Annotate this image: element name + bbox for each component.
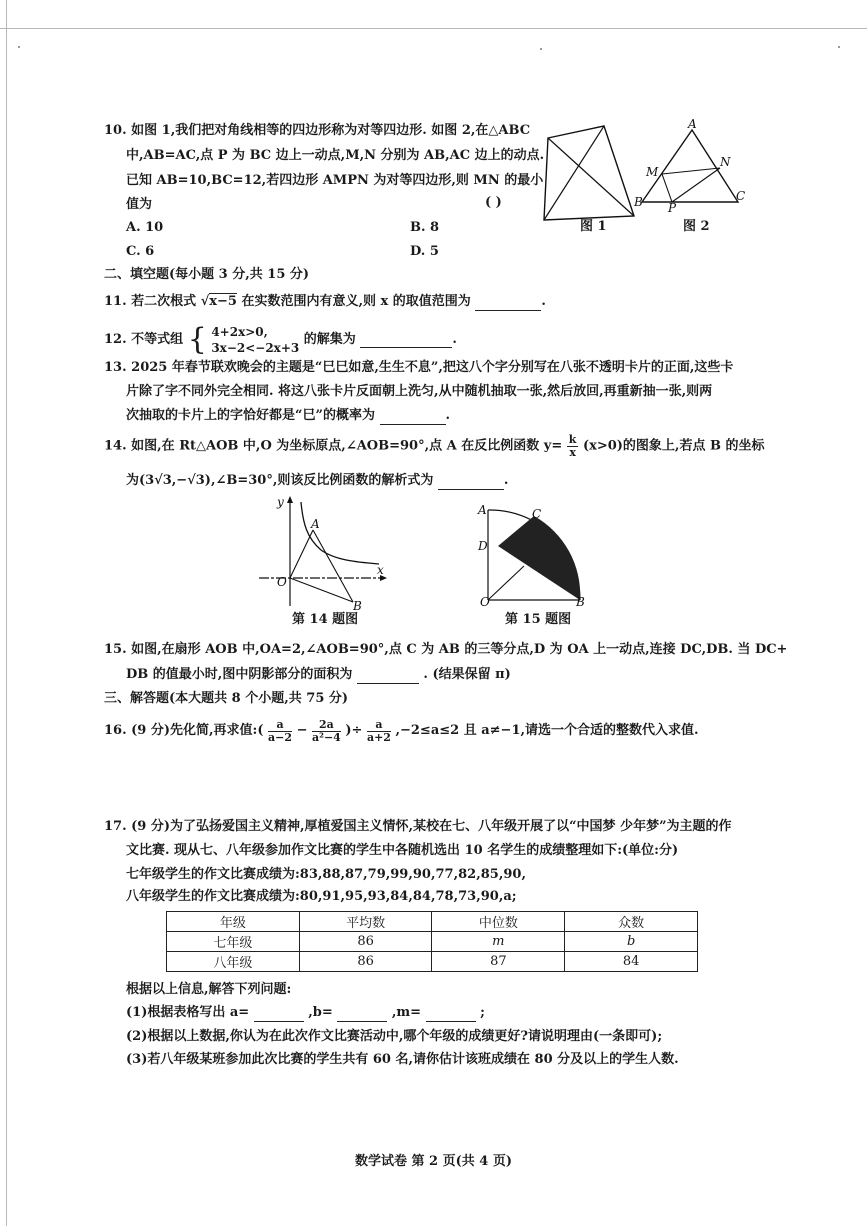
y-axis-arrow bbox=[287, 496, 293, 503]
segment-mp bbox=[662, 174, 672, 202]
scan-dot bbox=[18, 46, 20, 48]
label-d: D bbox=[478, 539, 488, 553]
q16-fraction-2 bbox=[312, 719, 341, 744]
q15-line-1: 15. 如图,在扇形 AOB 中,OA=2,∠AOB=90°,点 C 为 AB 的三等分点,D 为 OA 上一动点,连接 DC,DB. 当 DC+ bbox=[104, 642, 788, 657]
q17-line-3: 七年级学生的作文比赛成绩为:83,88,87,79,99,90,77,82,85,90, bbox=[126, 867, 526, 882]
table-header: 中位数 bbox=[432, 912, 565, 932]
segment-oa bbox=[290, 530, 313, 578]
q17-sub-1-b: ,b= bbox=[308, 1005, 333, 1020]
q10-option-b: B. 8 bbox=[410, 220, 440, 235]
q15-answer-blank[interactable] bbox=[357, 669, 419, 684]
q13-answer-blank[interactable] bbox=[380, 410, 446, 425]
q15-figure bbox=[476, 502, 594, 608]
table-row bbox=[167, 952, 698, 972]
segment-od bbox=[488, 566, 524, 600]
diagonal-line bbox=[544, 126, 604, 220]
table-header: 平均数 bbox=[299, 912, 432, 932]
q10-answer-paren: ( ) bbox=[485, 195, 502, 210]
table-header: 年级 bbox=[167, 912, 300, 932]
q17-score-table bbox=[166, 911, 698, 972]
q11-prefix: 11. 若二次根式 bbox=[104, 294, 197, 309]
q10-figure-2-caption: 图 2 bbox=[683, 219, 710, 234]
q14-line-2-text: 为(3√3,−√3),∠B=30°,则该反比例函数的解析式为 bbox=[126, 473, 434, 488]
q14-fraction-denominator: x bbox=[569, 446, 576, 459]
table-cell: m bbox=[432, 932, 565, 952]
q16-fraction-2-numerator: 2a bbox=[312, 719, 341, 732]
table-cell: b bbox=[565, 932, 698, 952]
q16-fraction-2-denominator: a²−4 bbox=[312, 730, 341, 744]
q17-answer-blank-b[interactable] bbox=[337, 1007, 387, 1022]
segment-pn bbox=[672, 168, 720, 202]
q15-line-2-a: DB 的值最小时,图中阴影部分的面积为 bbox=[126, 667, 353, 682]
q16-fraction-3 bbox=[367, 719, 391, 744]
q12-suffix: 的解集为 bbox=[303, 332, 356, 347]
q16-close: )÷ bbox=[345, 723, 363, 738]
q10-line-2: 中,AB=AC,点 P 为 BC 边上一动点,M,N 分别为 AB,AC 边上的动点. bbox=[126, 148, 545, 163]
label-a: A bbox=[688, 118, 697, 131]
scan-dot bbox=[540, 48, 542, 50]
label-o: O bbox=[480, 595, 490, 608]
table-cell: 八年级 bbox=[167, 952, 300, 972]
segment-mn bbox=[662, 168, 720, 174]
q13-line-3: 次抽取的卡片上的字恰好都是“巳”的概率为 . bbox=[126, 408, 451, 423]
label-a: A bbox=[311, 517, 320, 531]
shaded-region bbox=[498, 516, 580, 600]
label-n: N bbox=[720, 155, 731, 169]
q16-suffix: ,−2≤a≤2 且 a≠−1,请选一个合适的整数代入求值. bbox=[395, 723, 699, 738]
q11-suffix: 在实数范围内有意义,则 x 的取值范围为 bbox=[241, 294, 471, 309]
label-b: B bbox=[353, 599, 362, 612]
q10-figure-2 bbox=[632, 118, 750, 212]
q12-brace: { bbox=[187, 322, 207, 357]
segment-ob bbox=[290, 578, 353, 602]
q14-figure bbox=[255, 494, 390, 612]
q11-radicand: x−5 bbox=[209, 294, 237, 309]
q17-sub-1 bbox=[126, 1004, 485, 1022]
q17-line-4: 八年级学生的作文比赛成绩为:80,91,95,93,84,84,78,73,90,a; bbox=[126, 889, 517, 904]
q16-fraction-1-denominator: a−2 bbox=[268, 730, 293, 744]
q16-prefix: 16. (9 分)先化简,再求值:( bbox=[104, 723, 264, 738]
q17-intro: 根据以上信息,解答下列问题: bbox=[126, 982, 292, 997]
q13-line-1: 13. 2025 年春节联欢晚会的主题是“巳巳如意,生生不息”,把这八个字分别写在八张不透明卡片的正面,这些卡 bbox=[104, 360, 734, 375]
q15-line-2 bbox=[126, 666, 511, 684]
q12-inequality-2: 3x−2<−2x+3 bbox=[211, 341, 300, 355]
q12-answer-blank[interactable] bbox=[360, 333, 452, 348]
hyperbola-curve bbox=[301, 502, 379, 564]
q12-system bbox=[211, 324, 299, 356]
q16-fraction-3-denominator: a+2 bbox=[366, 730, 391, 744]
q10-option-c: C. 6 bbox=[126, 244, 155, 259]
q11-radical: √x−5 bbox=[200, 294, 237, 309]
q17-line-1: 17. (9 分)为了弘扬爱国主义精神,厚植爱国主义情怀,某校在七、八年级开展了以“中国梦 少年梦”为主题的作 bbox=[104, 819, 732, 834]
table-header: 众数 bbox=[565, 912, 698, 932]
q11-line: 11. 若二次根式 √x−5 在实数范围内有意义,则 x 的取值范围为 . bbox=[104, 294, 546, 309]
q15-line-2-b: . (结果保留 π) bbox=[423, 667, 511, 682]
q17-sub-1-m: ,m= bbox=[391, 1005, 422, 1020]
q17-sub-3: (3)若八年级某班参加此次比赛的学生共有 60 名,请你估计该班成绩在 80 分及以上的学生人数. bbox=[126, 1052, 679, 1067]
q17-sub-1-end: ; bbox=[480, 1005, 485, 1020]
q17-answer-blank-a[interactable] bbox=[254, 1007, 304, 1022]
quadrilateral-shape bbox=[544, 126, 634, 220]
frame-left-line bbox=[6, 0, 7, 1226]
section-3-title: 三、解答题(本大题共 8 个小题,共 75 分) bbox=[104, 691, 349, 706]
q10-figure-1-caption: 图 1 bbox=[580, 219, 607, 234]
q17-sub-1-text: (1)根据表格写出 a= bbox=[126, 1005, 250, 1020]
label-p: P bbox=[668, 201, 677, 212]
segment-ab bbox=[313, 530, 353, 602]
table-header-row bbox=[167, 912, 698, 932]
label-a: A bbox=[478, 503, 487, 517]
q14-line-1-a: 14. 如图,在 Rt△AOB 中,O 为坐标原点,∠AOB=90°,点 A 在反比例函数 y= bbox=[104, 438, 563, 454]
q14-line-1-b: (x>0)的图象上,若点 B 的坐标 bbox=[582, 438, 765, 454]
q14-line-2: 为(3√3,−√3),∠B=30°,则该反比例函数的解析式为 . bbox=[126, 473, 509, 488]
q13-line-2: 片除了字不同外完全相同. 将这八张卡片反面朝上洗匀,从中随机抽取一张,然后放回,再重新抽一张,则两 bbox=[126, 384, 713, 399]
frame-top-line bbox=[0, 28, 867, 29]
label-m: M bbox=[646, 165, 659, 179]
label-b: B bbox=[634, 195, 643, 209]
q10-option-a: A. 10 bbox=[126, 220, 164, 235]
table-cell: 84 bbox=[565, 952, 698, 972]
q16-fraction-1-numerator: a bbox=[268, 719, 292, 732]
q13-line-3-text: 次抽取的卡片上的字恰好都是“巳”的概率为 bbox=[126, 408, 375, 423]
table-cell: 86 bbox=[299, 932, 432, 952]
q14-figure-caption: 第 14 题图 bbox=[292, 612, 359, 627]
table-cell: 七年级 bbox=[167, 932, 300, 952]
label-c: C bbox=[736, 189, 746, 203]
q14-fraction bbox=[567, 434, 579, 459]
scan-dot bbox=[838, 46, 840, 48]
page-footer: 数学试卷 第 2 页(共 4 页) bbox=[354, 1154, 513, 1169]
q16-line bbox=[104, 716, 699, 747]
q15-figure-caption: 第 15 题图 bbox=[505, 612, 572, 627]
q10-line-1: 10. 如图 1,我们把对角线相等的四边形称为对等四边形. 如图 2,在△ABC bbox=[104, 123, 531, 138]
table-row bbox=[167, 932, 698, 952]
table-cell: 87 bbox=[432, 952, 565, 972]
label-x: x bbox=[377, 563, 384, 577]
q10-line-4: 值为 bbox=[126, 197, 153, 212]
q17-answer-blank-m[interactable] bbox=[426, 1007, 476, 1022]
q16-minus: − bbox=[296, 723, 308, 738]
q12-prefix: 12. 不等式组 bbox=[104, 332, 184, 347]
q14-fraction-numerator: k bbox=[568, 433, 577, 446]
q10-option-d: D. 5 bbox=[410, 244, 439, 259]
label-o: O bbox=[277, 575, 287, 589]
q16-fraction-3-numerator: a bbox=[367, 719, 391, 732]
q16-fraction-1 bbox=[268, 719, 292, 744]
q14-line-1 bbox=[104, 434, 765, 459]
q17-line-2: 文比赛. 现从七、八年级参加作文比赛的学生中各随机选出 10 名学生的成绩整理如下:(单位:分) bbox=[126, 843, 679, 858]
q17-sub-2: (2)根据以上数据,你认为在此次作文比赛活动中,哪个年级的成绩更好?请说明理由(一条即可); bbox=[126, 1029, 663, 1044]
label-y: y bbox=[277, 495, 284, 509]
q10-figure-1 bbox=[536, 118, 646, 228]
q12-inequality-1: 4+2x>0, bbox=[211, 325, 268, 339]
q11-answer-blank[interactable] bbox=[475, 296, 541, 311]
table-cell: 86 bbox=[299, 952, 432, 972]
section-2-title: 二、填空题(每小题 3 分,共 15 分) bbox=[104, 267, 310, 282]
q14-answer-blank[interactable] bbox=[438, 475, 504, 490]
q10-line-3: 已知 AB=10,BC=12,若四边形 AMPN 为对等四边形,则 MN 的最小 bbox=[126, 173, 544, 188]
q12-line: 12. 不等式组 { 4+2x>0, 3x−2<−2x+3 的解集为 . bbox=[104, 322, 457, 357]
label-b: B bbox=[576, 595, 585, 608]
label-c: C bbox=[532, 507, 542, 521]
